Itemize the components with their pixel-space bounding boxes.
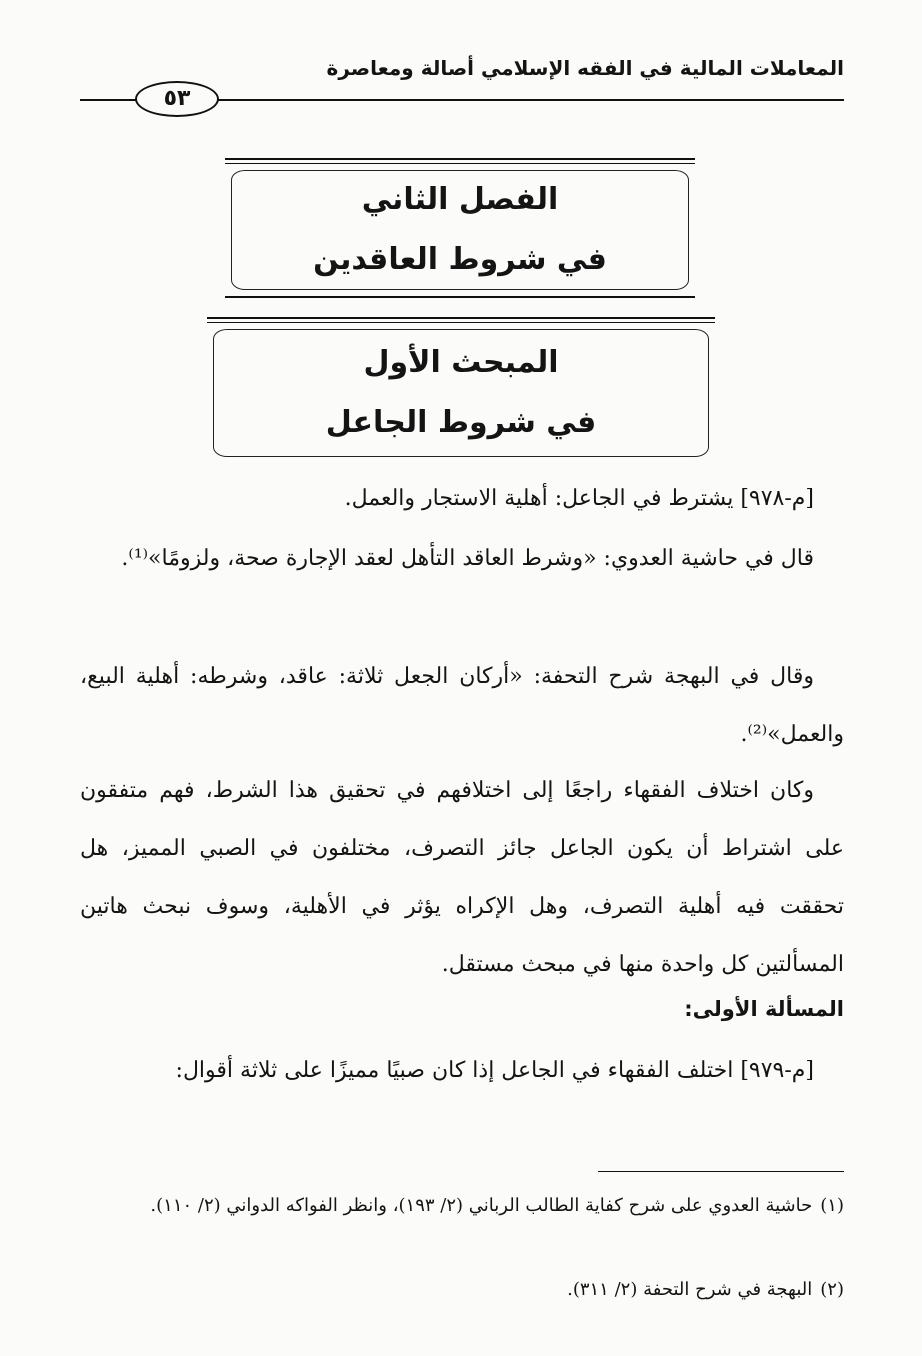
chapter-title: الفصل الثاني [361, 182, 559, 217]
footnote-2 [80, 1272, 844, 1308]
frame-top-rule-thin [207, 322, 715, 323]
paragraph-4: وكان اختلاف الفقهاء راجعًا إلى اختلافهم في تحقيق هذا الشرط، فهم متفقون على اشتراط أن يكون الجاعل جائز التصرف، مختلفون في الصبي المميز، هل تحققت فيه أهلية التصرف، وهل الإكراه يؤثر في الأهلية، وسوف نبحث هاتين المسألتين كل واحدة منها في مبحث مستقل. [80, 778, 844, 977]
footnote-text: البهجة في شرح التحفة (٢/ ٣١١). [567, 1279, 813, 1300]
running-header-title: المعاملات المالية في الفقه الإسلامي أصالة ومعاصرة [326, 56, 844, 80]
paragraph-2: قال في حاشية العدوي: «وشرط العاقد التأهل لعقد الإجارة صحة، ولزومًا»⁽¹⁾. [121, 546, 814, 571]
page-number: ٥٣ [135, 81, 219, 117]
footnote-1 [80, 1188, 844, 1224]
frame-top-rule-thin [225, 163, 695, 164]
frame-top-rule [207, 317, 715, 319]
frame-bottom-rule [225, 296, 695, 298]
subheading: المسألة الأولى: [684, 997, 844, 1021]
section-subtitle: في شروط الجاعل [325, 405, 597, 440]
section-heading-frame [207, 317, 715, 457]
frame-top-rule [225, 158, 695, 160]
chapter-heading-frame [225, 158, 695, 298]
footnote-separator [598, 1171, 844, 1172]
section-title: المبحث الأول [363, 345, 559, 380]
paragraph-1: [م-٩٧٨] يشترط في الجاعل: أهلية الاستجار والعمل. [344, 486, 814, 511]
chapter-subtitle: في شروط العاقدين [313, 242, 607, 277]
paragraph-5: [م-٩٧٩] اختلف الفقهاء في الجاعل إذا كان صبيًا مميزًا على ثلاثة أقوال: [175, 1058, 814, 1083]
footnote-text: حاشية العدوي على شرح كفاية الطالب الرباني (٢/ ١٩٣)، وانظر الفواكه الدواني (٢/ ١١٠). [150, 1195, 813, 1216]
footnote-number: (١) [820, 1195, 844, 1216]
paragraph-3: وقال في البهجة شرح التحفة: «أركان الجعل ثلاثة: عاقد، وشرطه: أهلية البيع، والعمل»⁽²⁾. [80, 664, 844, 747]
footnote-number: (٢) [820, 1279, 844, 1300]
